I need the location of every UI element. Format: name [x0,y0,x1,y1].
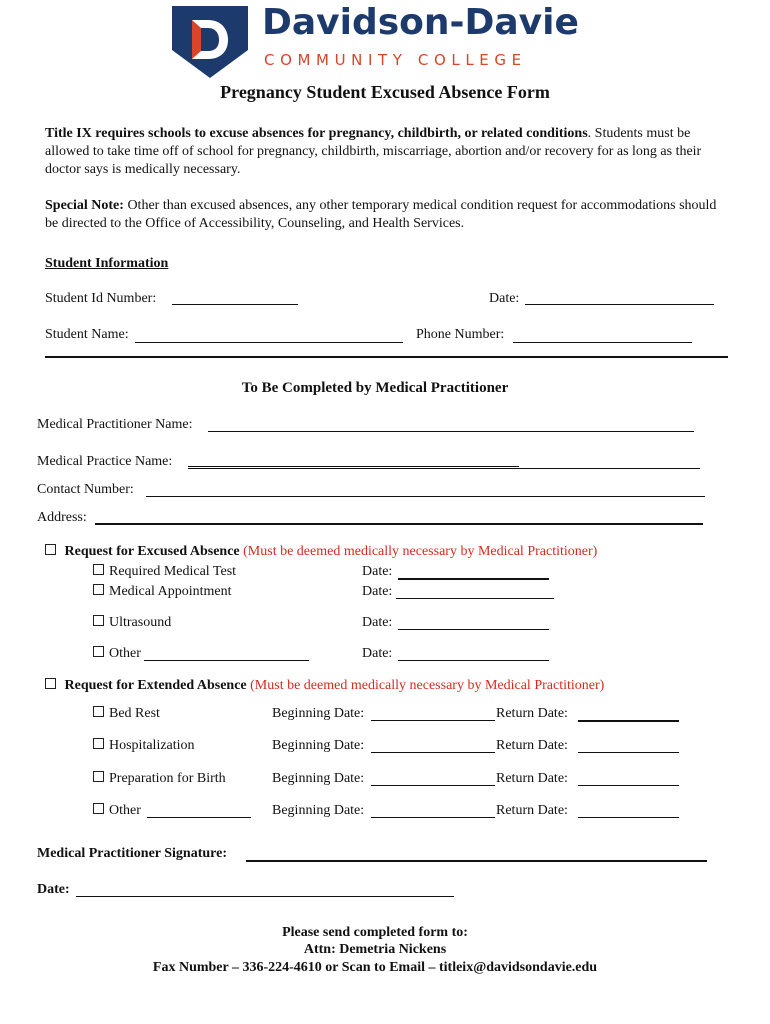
excused-item-required-test [93,564,236,580]
hospitalization-return-field[interactable] [578,752,679,753]
signature-field[interactable] [246,860,707,862]
extended-item-other [93,803,141,819]
excused-absence-checkbox[interactable] [45,544,56,555]
practitioner-heading: To Be Completed by Medical Practitioner [241,380,509,396]
extended-other-label: Other [109,803,141,818]
phone-number-field[interactable] [513,342,692,343]
logo-name: Davidson-Davie [262,2,579,43]
preparation-birth-begin-field[interactable] [371,785,495,786]
bed-rest-return-field[interactable] [578,720,679,722]
bed-rest-label: Bed Rest [109,706,160,721]
preparation-birth-begin-label: Beginning Date: [272,771,365,786]
extended-other-checkbox[interactable] [93,803,104,814]
footer-line-1: Please send completed form to: [282,925,468,940]
medical-appointment-date-field[interactable] [396,598,554,599]
practice-name-field[interactable] [188,468,700,469]
excused-item-other [93,646,141,662]
student-id-field[interactable] [172,304,298,305]
intro-paragraph [45,125,725,179]
practice-name-field-bold [188,466,519,467]
intro-bold-text: Title IX requires schools to excuse absences for pregnancy, childbirth, or related conditions [45,126,588,141]
logo-subtitle: COMMUNITY COLLEGE [264,51,527,69]
ultrasound-label: Ultrasound [109,615,172,630]
extended-absence-note: (Must be deemed medically necessary by Medical Practitioner) [250,678,605,693]
signature-label: Medical Practitioner Signature: [37,846,227,861]
address-label: Address: [37,510,87,525]
preparation-birth-return-label: Return Date: [496,771,568,786]
excused-other-checkbox[interactable] [93,646,104,657]
excused-item-medical-appointment [93,584,231,600]
signature-date-label: Date: [37,882,70,897]
ultrasound-date-field[interactable] [398,629,549,630]
student-date-label: Date: [489,291,520,306]
extended-absence-label: Request for Extended Absence [64,678,247,693]
extended-item-preparation-birth [93,771,226,787]
special-note-label: Special Note: [45,198,124,213]
required-test-date-label: Date: [362,564,393,579]
required-test-date-field[interactable] [398,578,549,580]
bed-rest-checkbox[interactable] [93,706,104,717]
student-id-label: Student Id Number: [45,291,157,306]
excused-other-date-field[interactable] [398,660,549,661]
special-note [45,197,725,233]
hospitalization-begin-field[interactable] [371,752,495,753]
student-name-label: Student Name: [45,327,129,342]
ultrasound-checkbox[interactable] [93,615,104,626]
required-test-label: Required Medical Test [109,564,237,579]
form-title: Pregnancy Student Excused Absence Form [220,82,550,102]
bed-rest-begin-label: Beginning Date: [272,706,365,721]
address-field[interactable] [95,523,703,525]
student-info-heading: Student Information [45,256,169,271]
extended-item-hospitalization [93,738,195,754]
medical-appointment-label: Medical Appointment [109,584,232,599]
footer-line-2: Attn: Demetria Nickens [303,942,447,957]
practitioner-name-label: Medical Practitioner Name: [37,417,193,432]
required-test-checkbox[interactable] [93,564,104,575]
bed-rest-begin-field[interactable] [371,720,495,721]
extended-other-return-field[interactable] [578,817,679,818]
extended-item-bed-rest [93,706,160,722]
excused-absence-label: Request for Excused Absence [64,544,240,559]
intro-text: . Students must be allowed to take time off of school for pregnancy, childbirth, miscarriage, abortion and/or recovery for as long as their doctor says is medically necessary. [45,126,702,177]
student-name-field[interactable] [135,342,403,343]
excused-other-field[interactable] [144,660,309,661]
extended-other-begin-label: Beginning Date: [272,803,365,818]
extended-absence-request [45,678,604,694]
extended-absence-checkbox[interactable] [45,678,56,689]
footer-line-3: Fax Number – 336-224-4610 or Scan to Email – titleix@davidsondavie.edu [152,960,598,975]
practice-name-label: Medical Practice Name: [37,454,173,469]
practitioner-name-field[interactable] [208,431,694,432]
excused-absence-request [45,544,597,560]
extended-other-return-label: Return Date: [496,803,568,818]
hospitalization-checkbox[interactable] [93,738,104,749]
excused-other-label: Other [109,646,141,661]
excused-absence-note: (Must be deemed medically necessary by Medical Practitioner) [243,544,598,559]
ultrasound-date-label: Date: [362,615,393,630]
excused-item-ultrasound [93,615,171,631]
medical-appointment-checkbox[interactable] [93,584,104,595]
section-divider [45,356,728,358]
hospitalization-begin-label: Beginning Date: [272,738,365,753]
contact-number-label: Contact Number: [37,482,134,497]
extended-other-begin-field[interactable] [371,817,495,818]
medical-appointment-date-label: Date: [362,584,393,599]
contact-number-field[interactable] [146,496,705,497]
signature-date-field[interactable] [76,896,454,897]
hospitalization-label: Hospitalization [109,738,195,753]
student-date-field[interactable] [525,304,714,305]
extended-other-field[interactable] [147,817,251,818]
phone-number-label: Phone Number: [416,327,505,342]
bed-rest-return-label: Return Date: [496,706,568,721]
excused-other-date-label: Date: [362,646,393,661]
hospitalization-return-label: Return Date: [496,738,568,753]
special-note-text: Other than excused absences, any other temporary medical condition request for accommodations should be directed to the Office of Accessibility, Counseling, and Health Services. [45,198,717,231]
preparation-birth-return-field[interactable] [578,785,679,786]
logo-shield-icon [172,6,248,78]
preparation-birth-label: Preparation for Birth [109,771,226,786]
preparation-birth-checkbox[interactable] [93,771,104,782]
